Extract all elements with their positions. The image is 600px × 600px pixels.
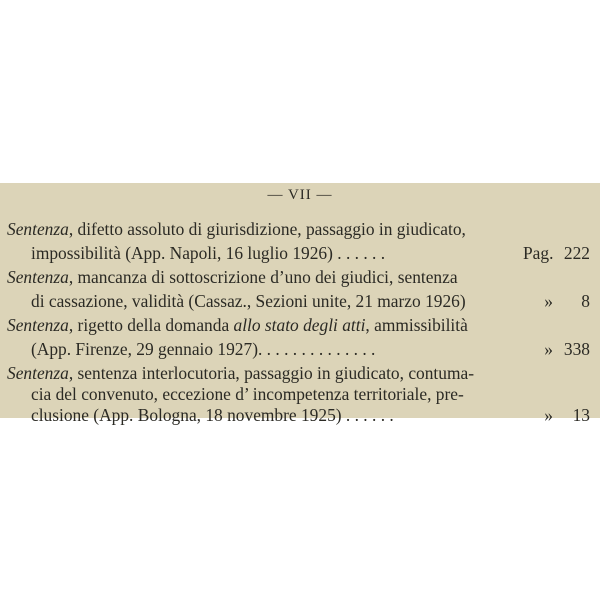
entry-lead: Sentenza: [7, 267, 69, 287]
entry-3-line-1: Sentenza, rigetto della domanda allo stato degli atti, ammissibilità: [7, 315, 468, 335]
entry-1-page: 222: [563, 243, 590, 263]
entry-lead: Sentenza: [7, 315, 69, 335]
entry-4-line-2: cia del convenuto, eccezione d’ incompetenza territoriale, pre-: [31, 384, 464, 404]
entry-2-ref-label: »: [544, 291, 553, 311]
entry-lead: Sentenza: [7, 219, 69, 239]
entry-2-page: 8: [581, 291, 590, 311]
entry-2-line-1: Sentenza, mancanza di sottoscrizione d’uno dei giudici, sentenza: [7, 267, 458, 287]
entry-1-line-2: impossibilità (App. Napoli, 16 luglio 1926) . . . . . .: [31, 243, 386, 263]
entry-4-line-3: clusione (App. Bologna, 18 novembre 1925) . . . . . .: [31, 405, 394, 425]
book-page: [0, 183, 600, 425]
entry-3-page: 338: [563, 339, 590, 359]
entry-4-page: 13: [572, 405, 590, 425]
entry-3-line-2: (App. Firenze, 29 gennaio 1927). . . . . . . . . . . . . .: [31, 339, 376, 359]
entry-4-ref-label: »: [544, 405, 553, 425]
entry-1-ref-label: Pag.: [523, 243, 554, 263]
entry-2-line-2: di cassazione, validità (Cassaz., Sezioni unite, 21 marzo 1926): [31, 291, 466, 311]
entry-1-line-1: Sentenza, difetto assoluto di giurisdizione, passaggio in giudicato,: [7, 219, 466, 239]
page-number: — VII —: [267, 187, 333, 203]
entry-3-ref-label: »: [544, 339, 553, 359]
entry-lead: Sentenza: [7, 363, 69, 383]
entry-4-line-1: Sentenza, sentenza interlocutoria, passaggio in giudicato, contuma-: [7, 363, 475, 383]
